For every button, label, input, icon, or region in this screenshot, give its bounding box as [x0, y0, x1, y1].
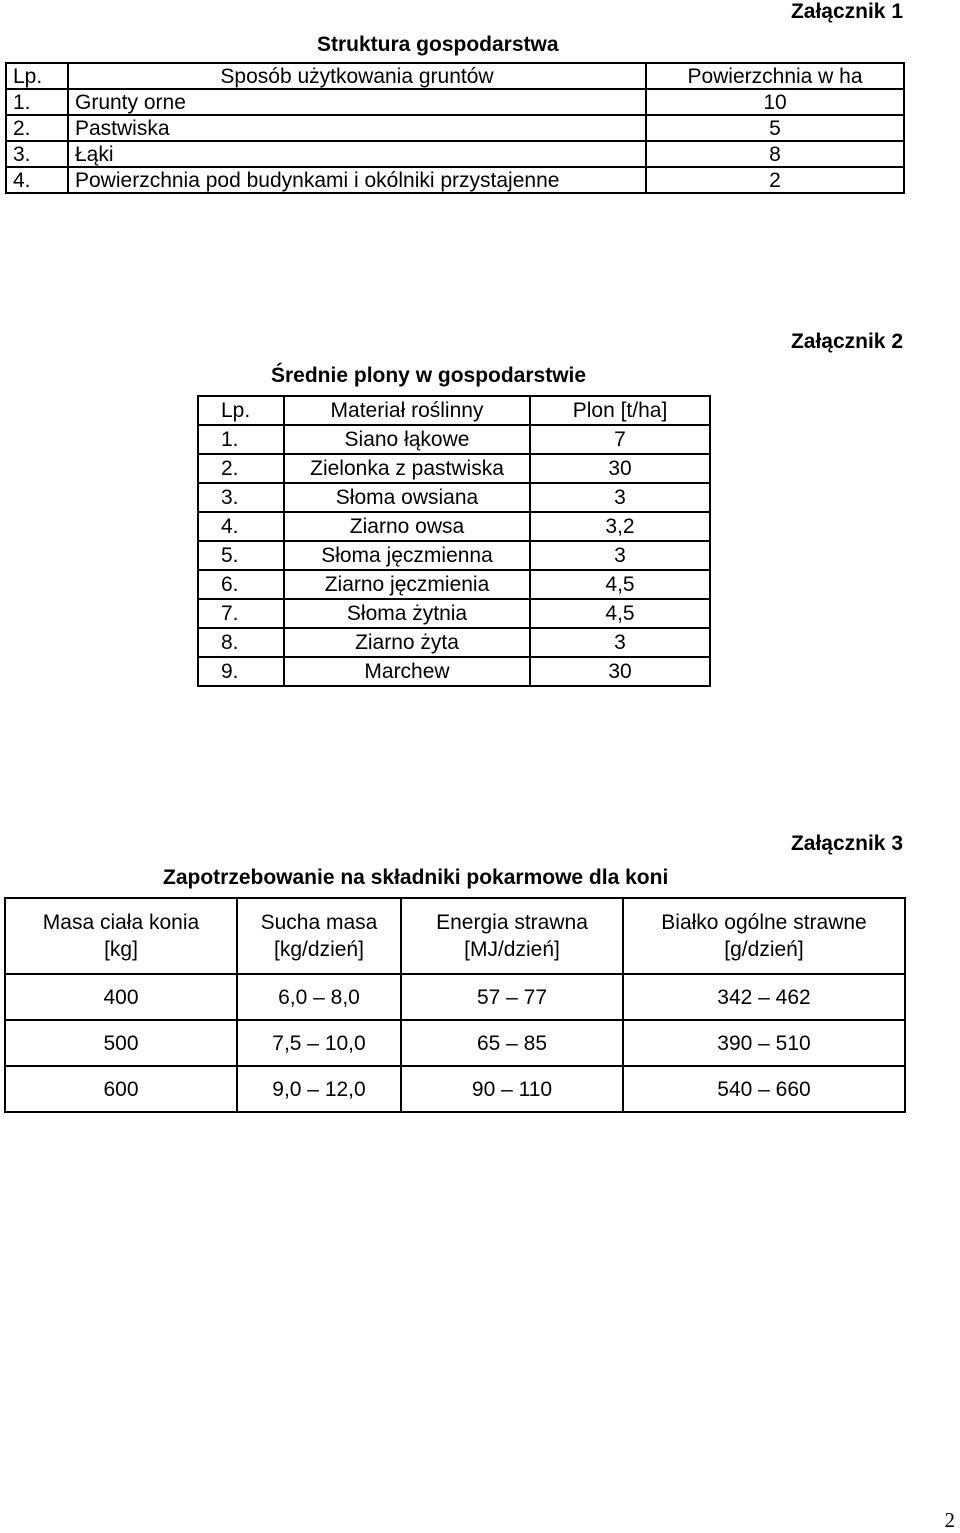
cell-yield: 7	[530, 425, 710, 454]
cell-lp: 1.	[198, 425, 284, 454]
table-1-title: Struktura gospodarstwa	[317, 33, 559, 56]
cell-body-mass: 600	[5, 1066, 237, 1112]
cell-lp: 3.	[198, 483, 284, 512]
table-row	[6, 167, 904, 193]
table-header-row	[6, 63, 904, 89]
cell-protein: 342 – 462	[623, 974, 905, 1020]
header-material: Materiał roślinny	[284, 396, 530, 425]
cell-material: Ziarno żyta	[284, 628, 530, 657]
table-row	[5, 1066, 905, 1112]
cell-body-mass: 400	[5, 974, 237, 1020]
cell-dry-matter: 7,5 – 10,0	[237, 1020, 401, 1066]
cell-land-use: Grunty orne	[68, 89, 646, 115]
header-digestible-protein: Białko ogólne strawne [g/dzień]	[623, 898, 905, 974]
header-lp: Lp.	[6, 63, 68, 89]
table-row	[198, 541, 710, 570]
table-row	[198, 570, 710, 599]
cell-yield: 30	[530, 454, 710, 483]
header-yield: Plon [t/ha]	[530, 396, 710, 425]
header-lp: Lp.	[198, 396, 284, 425]
cell-lp: 3.	[6, 141, 68, 167]
table-row	[6, 141, 904, 167]
horse-nutrient-requirements-table	[4, 897, 906, 1113]
table-row	[198, 483, 710, 512]
cell-material: Ziarno jęczmienia	[284, 570, 530, 599]
cell-lp: 4.	[198, 512, 284, 541]
table-row	[198, 454, 710, 483]
table-header-row	[5, 898, 905, 974]
cell-dry-matter: 9,0 – 12,0	[237, 1066, 401, 1112]
cell-area: 5	[646, 115, 904, 141]
cell-yield: 3	[530, 483, 710, 512]
cell-material: Marchew	[284, 657, 530, 686]
cell-area: 2	[646, 167, 904, 193]
cell-yield: 4,5	[530, 570, 710, 599]
cell-yield: 3	[530, 541, 710, 570]
table-row	[198, 599, 710, 628]
average-yields-table	[197, 395, 711, 687]
table-row	[5, 1020, 905, 1066]
cell-lp: 4.	[6, 167, 68, 193]
cell-land-use: Powierzchnia pod budynkami i okólniki przystajenne	[68, 167, 646, 193]
farm-structure-table	[5, 62, 905, 194]
cell-material: Ziarno owsa	[284, 512, 530, 541]
table-row	[198, 425, 710, 454]
cell-dry-matter: 6,0 – 8,0	[237, 974, 401, 1020]
cell-lp: 9.	[198, 657, 284, 686]
cell-land-use: Pastwiska	[68, 115, 646, 141]
header-digestible-energy: Energia strawna [MJ/dzień]	[401, 898, 623, 974]
cell-material: Siano łąkowe	[284, 425, 530, 454]
cell-land-use: Łąki	[68, 141, 646, 167]
table-row	[198, 512, 710, 541]
attachment-1-label: Załącznik 1	[790, 0, 903, 23]
table-row	[6, 115, 904, 141]
cell-material: Słoma żytnia	[284, 599, 530, 628]
table-row	[5, 974, 905, 1020]
cell-lp: 2.	[6, 115, 68, 141]
cell-lp: 6.	[198, 570, 284, 599]
cell-lp: 1.	[6, 89, 68, 115]
table-row	[198, 657, 710, 686]
cell-yield: 30	[530, 657, 710, 686]
cell-body-mass: 500	[5, 1020, 237, 1066]
cell-material: Słoma jęczmienna	[284, 541, 530, 570]
cell-yield: 4,5	[530, 599, 710, 628]
header-area: Powierzchnia w ha	[646, 63, 904, 89]
cell-yield: 3	[530, 628, 710, 657]
cell-energy: 57 – 77	[401, 974, 623, 1020]
cell-material: Zielonka z pastwiska	[284, 454, 530, 483]
cell-energy: 90 – 110	[401, 1066, 623, 1112]
attachment-2-label: Załącznik 2	[790, 330, 903, 353]
table-row	[6, 89, 904, 115]
attachment-3-label: Załącznik 3	[790, 832, 903, 855]
header-body-mass: Masa ciała konia [kg]	[5, 898, 237, 974]
header-dry-matter: Sucha masa [kg/dzień]	[237, 898, 401, 974]
table-3-title: Zapotrzebowanie na składniki pokarmowe dla koni	[163, 866, 669, 889]
cell-lp: 5.	[198, 541, 284, 570]
cell-protein: 540 – 660	[623, 1066, 905, 1112]
cell-material: Słoma owsiana	[284, 483, 530, 512]
cell-area: 10	[646, 89, 904, 115]
table-2-title: Średnie plony w gospodarstwie	[271, 364, 587, 387]
cell-lp: 7.	[198, 599, 284, 628]
table-header-row	[198, 396, 710, 425]
cell-energy: 65 – 85	[401, 1020, 623, 1066]
cell-area: 8	[646, 141, 904, 167]
cell-lp: 2.	[198, 454, 284, 483]
cell-lp: 8.	[198, 628, 284, 657]
page-number: 2	[944, 1508, 955, 1532]
cell-yield: 3,2	[530, 512, 710, 541]
cell-protein: 390 – 510	[623, 1020, 905, 1066]
table-row	[198, 628, 710, 657]
header-land-use: Sposób użytkowania gruntów	[68, 63, 646, 89]
